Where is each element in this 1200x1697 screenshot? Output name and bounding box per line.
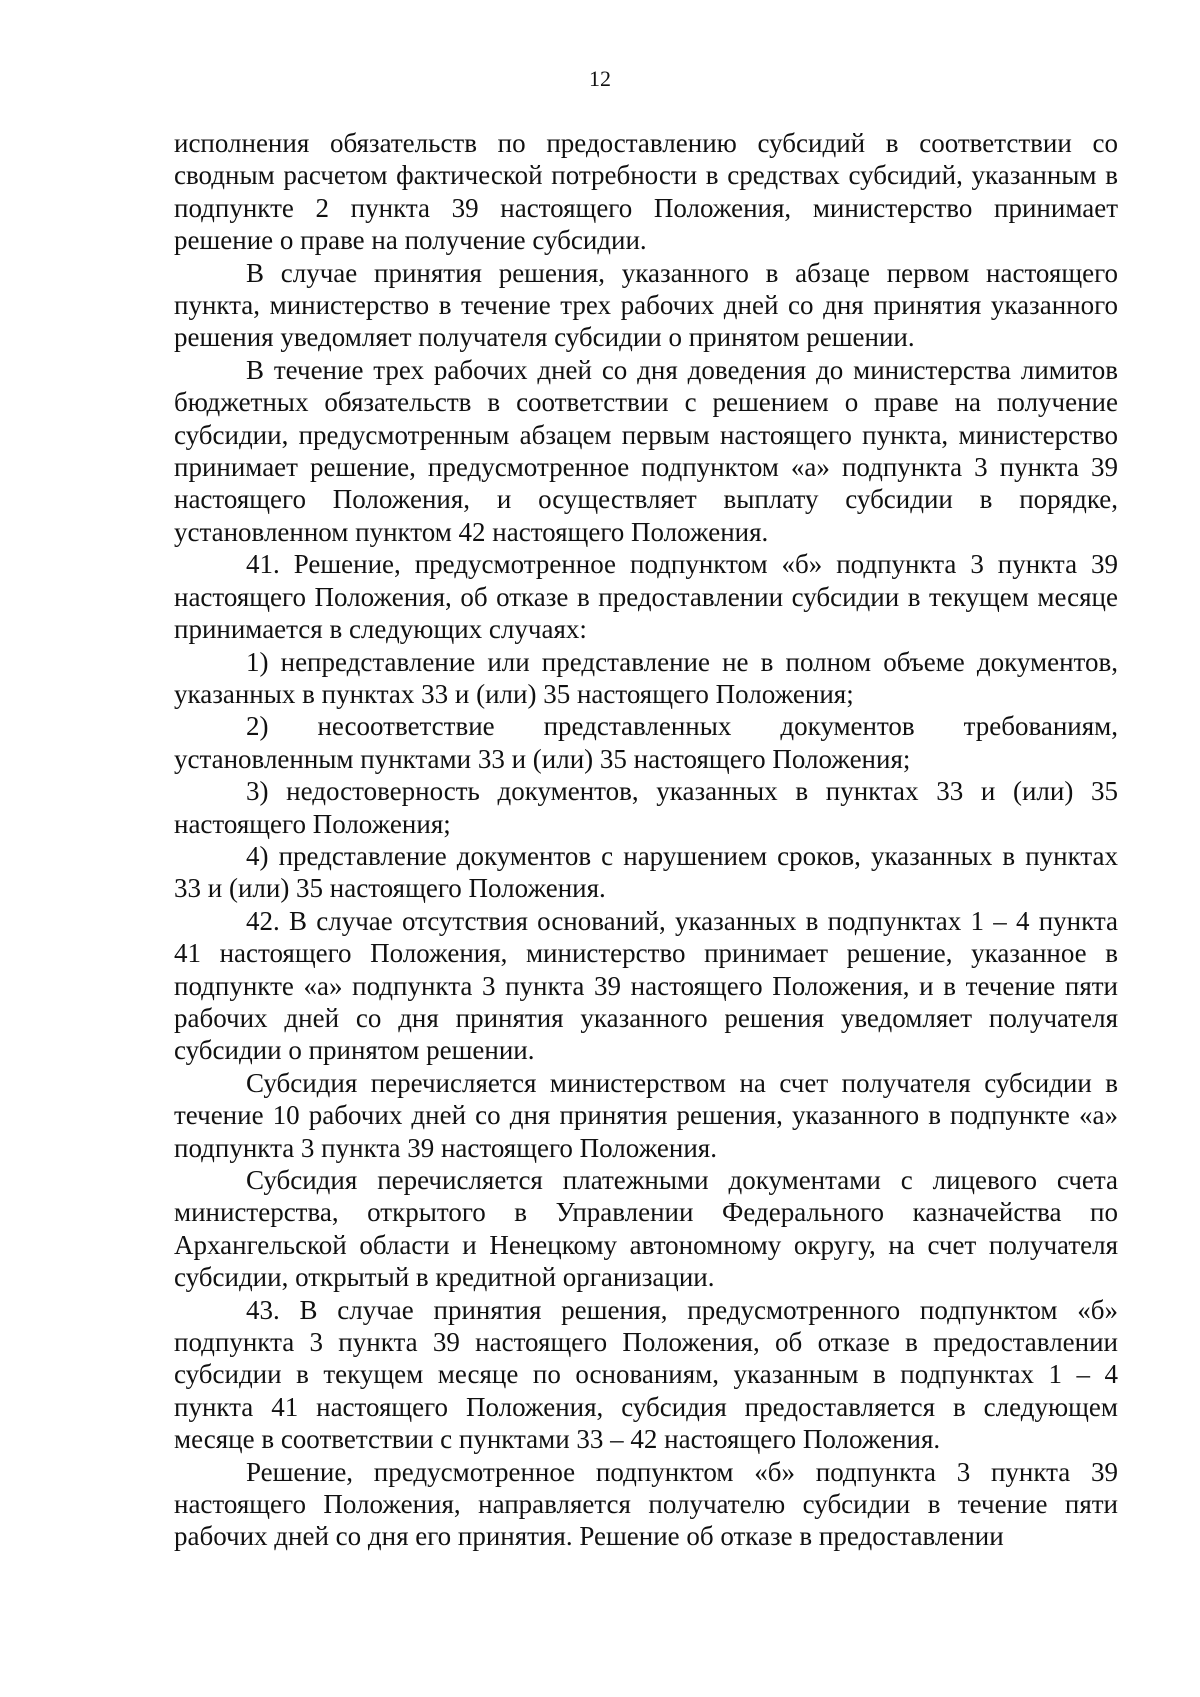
list-item: 2) несоответствие представленных документов требованиям, установленным пунктами 33 и (или) 35 настоящего Положения; bbox=[174, 711, 1118, 774]
list-item: 3) недостоверность документов, указанных в пунктах 33 и (или) 35 настоящего Положения; bbox=[174, 776, 1118, 839]
paragraph: 43. В случае принятия решения, предусмотренного подпунктом «б» подпункта 3 пункта 39 настоящего Положения, об отказе в предоставлении субсидии в текущем месяце по основаниям, указанным в подпунктах 1 – 4 пункта 41 настоящего Положения, субсидия предоставляется в следующем месяце в соответствии с пунктами 33 – 42 настоящего Положения. bbox=[174, 1294, 1118, 1455]
list-item: 4) представление документов с нарушением сроков, указанных в пунктах 33 и (или) 35 настоящего Положения. bbox=[174, 840, 1118, 904]
paragraph: Субсидия перечисляется платежными документами с лицевого счета министерства, открытого в Управлении Федерального казначейства по Архангельской области и Ненецкому автономному округу, на счет получателя субсидии, открытый в кредитной организации. bbox=[174, 1165, 1118, 1293]
paragraph: В случае принятия решения, указанного в абзаце первом настоящего пункта, министерство в течение трех рабочих дней со дня принятия указанного решения уведомляет получателя субсидии о принятом решении. bbox=[174, 257, 1118, 353]
paragraph: Решение, предусмотренное подпунктом «б» подпункта 3 пункта 39 настоящего Положения, направляется получателю субсидии в течение пяти рабочих дней со дня его принятия. Решение об отказе в предоставлении bbox=[174, 1456, 1118, 1552]
paragraph: исполнения обязательств по предоставлению субсидий в соответствии со сводным расчетом фактической потребности в средствах субсидий, указанным в подпункте 2 пункта 39 настоящего Положения, министерство принимает решение о праве на получение субсидии. bbox=[174, 128, 1118, 256]
paragraph: В течение трех рабочих дней со дня доведения до министерства лимитов бюджетных обязательств в соответствии с решением о праве на получение субсидии, предусмотренным абзацем первым настоящего пункта, министерство принимает решение, предусмотренное подпунктом «а» подпункта 3 пункта 39 настоящего Положения, и осуществляет выплату субсидии в порядке, установленном пунктом 42 настоящего Положения. bbox=[174, 354, 1118, 547]
page-number: 12 bbox=[589, 66, 611, 91]
paragraph: 41. Решение, предусмотренное подпунктом «б» подпункта 3 пункта 39 настоящего Положения, об отказе в предоставлении субсидии в текущем месяце принимается в следующих случаях: bbox=[174, 549, 1118, 645]
list-item: 1) непредставление или представление не в полном объеме документов, указанных в пунктах 33 и (или) 35 настоящего Положения; bbox=[174, 646, 1118, 709]
paragraph: 42. В случае отсутствия оснований, указанных в подпунктах 1 – 4 пункта 41 настоящего Положения, министерство принимает решение, указанное в подпункте «а» подпункта 3 пункта 39 настоящего Положения, и в течение пяти рабочих дней со дня принятия указанного решения уведомляет получателя субсидии о принятом решении. bbox=[174, 905, 1118, 1066]
document-body bbox=[174, 127, 1118, 1553]
paragraph: Субсидия перечисляется министерством на счет получателя субсидии в течение 10 рабочих дней со дня принятия решения, указанного в подпункте «а» подпункта 3 пункта 39 настоящего Положения. bbox=[174, 1067, 1118, 1163]
